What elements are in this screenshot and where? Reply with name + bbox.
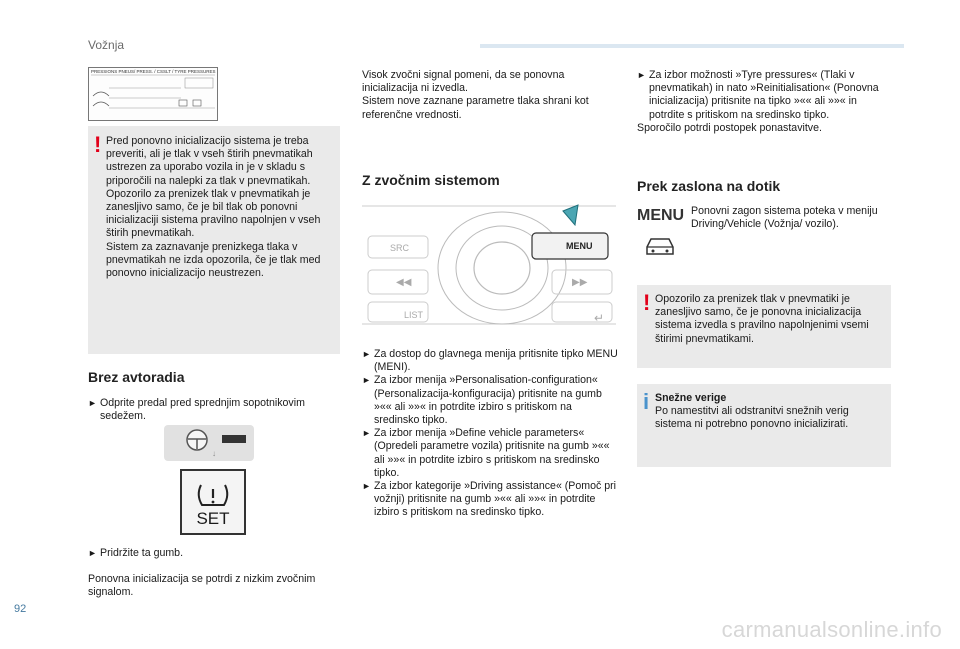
audio-panel-drawing: [362, 198, 616, 330]
tyre-label-drawing: [89, 68, 217, 120]
warning-text: Pred ponovno inicializacijo sistema je treba preveriti, ali je tlak v vseh štirih pnevmatikah ustrezen za uporabo vozila in je v skladu s priporočili na nalepki za tlak v pnevmatikah. Opozorilo za prenizek tlak v pnevmatikah je zanesljivo samo, če je bil tlak ob ponovni inicializaciji sistema pravilno napolnjen v vseh štirih pnevmatikah. Sistem za zaznavanje prenizkega tlaka v pnevmatikah ne izda opozorila, če je tlak med ponovno inicializacijo neustrezen.: [106, 135, 321, 280]
audio-step: ► Za dostop do glavnega menija pritisnite tipko MENU (MENI).: [362, 348, 618, 374]
watermark: carmanualsonline.info: [721, 617, 942, 642]
arrow-icon: ►: [362, 349, 371, 359]
warning-box-2: [637, 285, 891, 368]
tyre-label-header: PRESSIONS PNEUS/ PRESS. / CSSLT / TYRE PRESSURES: [91, 69, 216, 74]
list-label: LIST: [404, 310, 424, 320]
tyre-pressure-label-image: [88, 67, 218, 121]
audio-step: ► Za izbor kategorije »Driving assistance« (Pomoč pri vožnji) pritisnite na gumb »«« ali »»« in potrdite izbiro s pritiskom na sredinsko tipko.: [362, 480, 616, 519]
warning-icon: !: [643, 290, 651, 315]
confirm-low-beep: Ponovna inicializacija se potrdi z nizkim zvočnim signalom.: [88, 573, 316, 599]
dashboard-controls-drawing: [164, 425, 254, 461]
arrow-icon: ►: [362, 375, 371, 386]
tyre-pressures-step: ► Za izbor možnosti »Tyre pressures« (Tlaki v pnevmatikah) in nato »Reinitialisation« (Ponovna inicializacija) pritisnite na tipko »«« ali »»« in potrdite s pritiskom na sredinsko tipko. Sporočilo potrdi postopek ponastavitve.: [637, 69, 891, 135]
audio-steps: [362, 348, 618, 520]
warning-icon: !: [94, 132, 102, 157]
page-number: 92: [14, 603, 27, 615]
menu-icon-text: MENU: [637, 207, 685, 224]
svg-text:◀◀: ◀◀: [396, 277, 412, 288]
arrow-icon: ►: [362, 428, 371, 439]
warning-box: [88, 126, 340, 354]
car-icon: [643, 233, 677, 257]
info-box: [637, 384, 891, 467]
set-button-label: SET: [196, 509, 230, 528]
arrow-icon: ►: [88, 548, 97, 558]
info-box-content: [655, 392, 885, 432]
audio-unit-illustration: [362, 198, 616, 330]
high-beep-note: Visok zvočni signal pomeni, da se ponovna inicializacija ni izvedla. Sistem nove zaznane parametre tlaka shrani kot referenčne vrednosti.: [362, 69, 589, 121]
arrow-icon: ►: [362, 481, 371, 492]
step-open-glovebox: ► Odprite predal pred sprednjim sopotnikovim sedežem.: [88, 397, 305, 423]
header-bar: [480, 44, 904, 48]
heading-no-radio: Brez avtoradia: [88, 369, 185, 385]
svg-text:▶▶: ▶▶: [572, 277, 588, 288]
heading-audio: Z zvočnim sistemom: [362, 172, 500, 188]
set-button[interactable]: [180, 469, 246, 535]
audio-step: ► Za izbor menija »Define vehicle parameters« (Opredeli parametre vozila) pritisnite na gumb »«« ali »»« in potrdite izbiro s pritiskom na sredinsko tipko.: [362, 427, 610, 479]
touch-screen-text: Ponovni zagon sistema poteka v meniju Driving/Vehicle (Vožnja/ vozilo).: [691, 205, 878, 231]
section-title: Vožnja: [88, 38, 125, 52]
info-title: Snežne verige: [655, 392, 727, 404]
heading-touch: Prek zaslona na dotik: [637, 178, 781, 194]
info-icon: i: [643, 389, 650, 414]
arrow-icon: ►: [637, 70, 646, 80]
src-label: SRC: [390, 243, 410, 253]
warning-text-2: Opozorilo za prenizek tlak v pnevmatiki je zanesljivo samo, če je ponovna inicializacija sistema izvedla s pravilno napolnjenimi vsemi štirimi pnevmatikami.: [655, 293, 869, 345]
svg-text:↓: ↓: [212, 449, 216, 458]
tyre-warning-icon: [182, 477, 244, 513]
audio-step: ► Za izbor menija »Personalisation-configuration« (Personalizacija-konfiguracija) pritisnite na gumb »«« ali »»« in potrdite izbiro s pritiskom na sredinsko tipko.: [362, 374, 602, 427]
step-hold-button: ► Pridržite ta gumb.: [88, 547, 184, 559]
menu-button-label: MENU: [566, 241, 593, 251]
svg-text:↵: ↵: [594, 311, 605, 325]
reset-confirm: Sporočilo potrdi postopek ponastavitve.: [637, 121, 822, 134]
glovebox-button-panel: [164, 425, 254, 461]
info-text: Po namestitvi ali odstranitvi snežnih verig sistema ni potrebno ponovno inicializirati.: [655, 405, 849, 431]
arrow-icon: ►: [88, 398, 97, 408]
